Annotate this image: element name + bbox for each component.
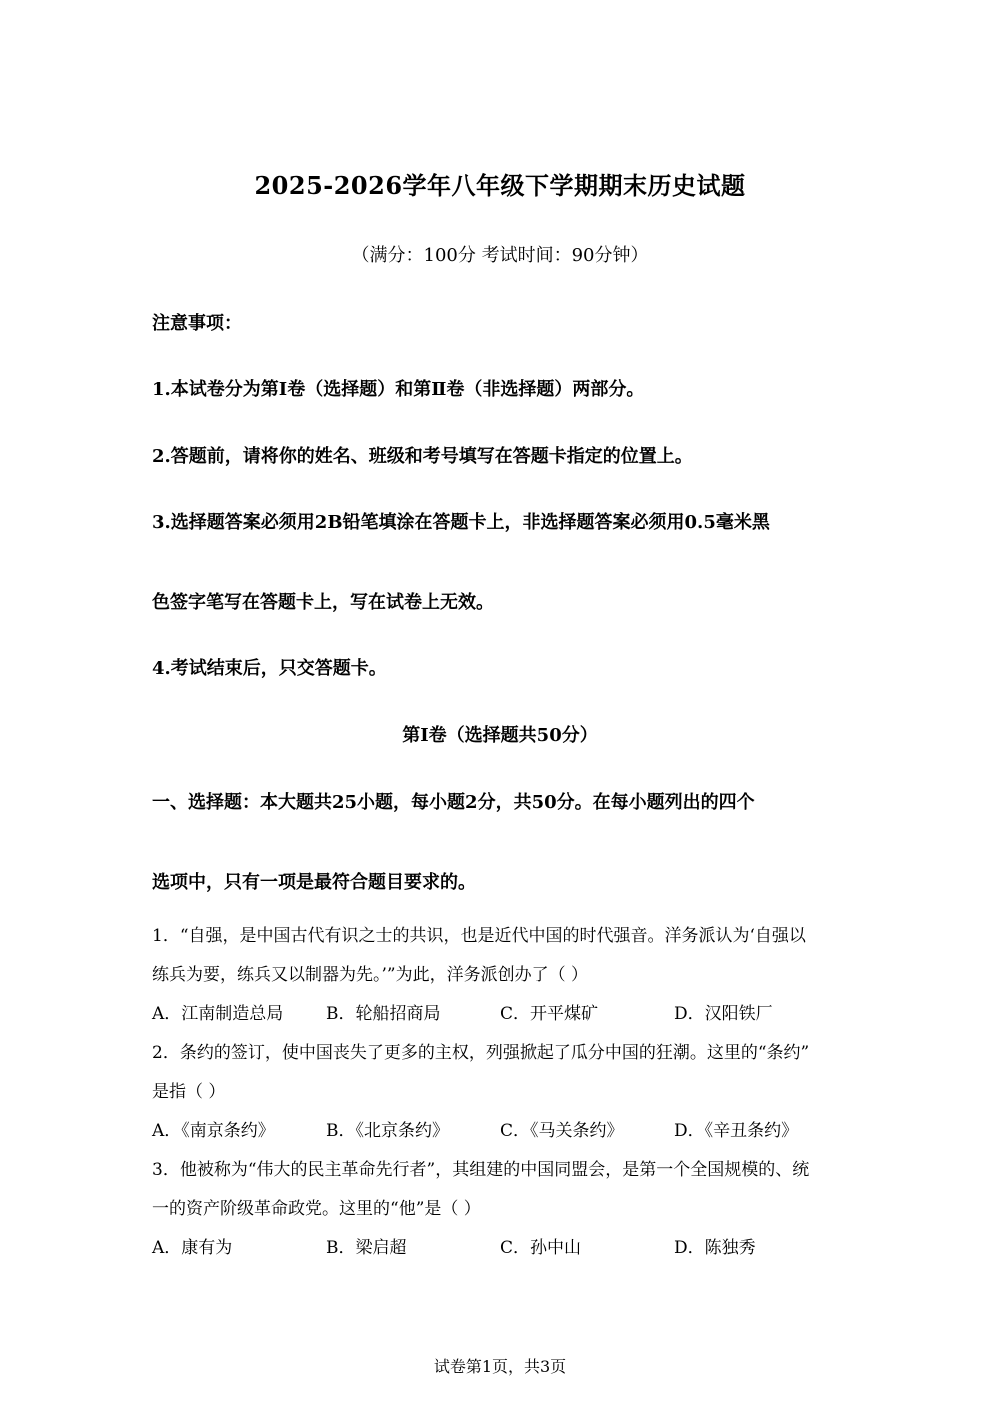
- section-instruction-line-1: 一、选择题：本大题共25小题，每小题2分，共50分。在每小题列出的四个: [152, 792, 755, 813]
- question-3-options: [152, 1234, 852, 1262]
- question-3-line-1: 3．他被称为“伟大的民主革命先行者”，其组建的中国同盟会，是第一个全国规模的、统: [152, 1160, 810, 1180]
- question-2-option-c: C．《马关条约》: [500, 1121, 624, 1141]
- notice-item-2: 2.答题前，请将你的姓名、班级和考号填写在答题卡指定的位置上。: [152, 446, 693, 467]
- question-1-option-b: B．轮船招商局: [326, 1004, 441, 1024]
- exam-title: 2025-2026学年八年级下学期期末历史试题: [254, 171, 746, 200]
- question-1-options: [152, 1000, 852, 1028]
- question-3-option-a: A．康有为: [152, 1238, 233, 1258]
- notice-item-1: 1.本试卷分为第Ⅰ卷（选择题）和第Ⅱ卷（非选择题）两部分。: [152, 379, 645, 400]
- question-2-options: [152, 1117, 852, 1145]
- notice-item-4: 4.考试结束后，只交答题卡。: [152, 658, 387, 679]
- exam-subtitle: （满分：100分 考试时间：90分钟）: [351, 245, 649, 266]
- question-1-option-c: C．开平煤矿: [500, 1004, 599, 1024]
- question-2-option-d: D．《辛丑条约》: [674, 1121, 799, 1141]
- question-1-line-1: 1．“自强，是中国古代有识之士的共识，也是近代中国的时代强音。洋务派认为‘自强以: [152, 926, 806, 946]
- question-3-line-2: 一的资产阶级革命政党。这里的“他”是（ ）: [152, 1199, 481, 1219]
- question-1-option-d: D．汉阳铁厂: [674, 1004, 773, 1024]
- section-instruction-line-2: 选项中，只有一项是最符合题目要求的。: [152, 872, 476, 893]
- question-1-line-2: 练兵为要，练兵又以制器为先。’”为此，洋务派创办了（ ）: [152, 965, 588, 985]
- notice-item-3: 3.选择题答案必须用2B铅笔填涂在答题卡上，非选择题答案必须用0.5毫米黑: [152, 512, 770, 533]
- question-2-option-b: B．《北京条约》: [326, 1121, 449, 1141]
- page-footer: 试卷第1页，共3页: [433, 1357, 567, 1376]
- question-3-option-d: D．陈独秀: [674, 1238, 756, 1258]
- question-3-option-b: B．梁启超: [326, 1238, 407, 1258]
- part1-heading: 第Ⅰ卷（选择题共50分）: [402, 725, 598, 746]
- question-2-option-a: A．《南京条约》: [152, 1121, 275, 1141]
- notice-heading: 注意事项：: [152, 313, 242, 334]
- notice-item-3-cont: 色签字笔写在答题卡上，写在试卷上无效。: [152, 592, 494, 613]
- question-1-option-a: A．江南制造总局: [152, 1004, 284, 1024]
- question-2-line-1: 2．条约的签订，使中国丧失了更多的主权，列强掀起了瓜分中国的狂潮。这里的“条约”: [152, 1043, 810, 1063]
- question-3-option-c: C．孙中山: [500, 1238, 582, 1258]
- question-2-line-2: 是指（ ）: [152, 1082, 226, 1102]
